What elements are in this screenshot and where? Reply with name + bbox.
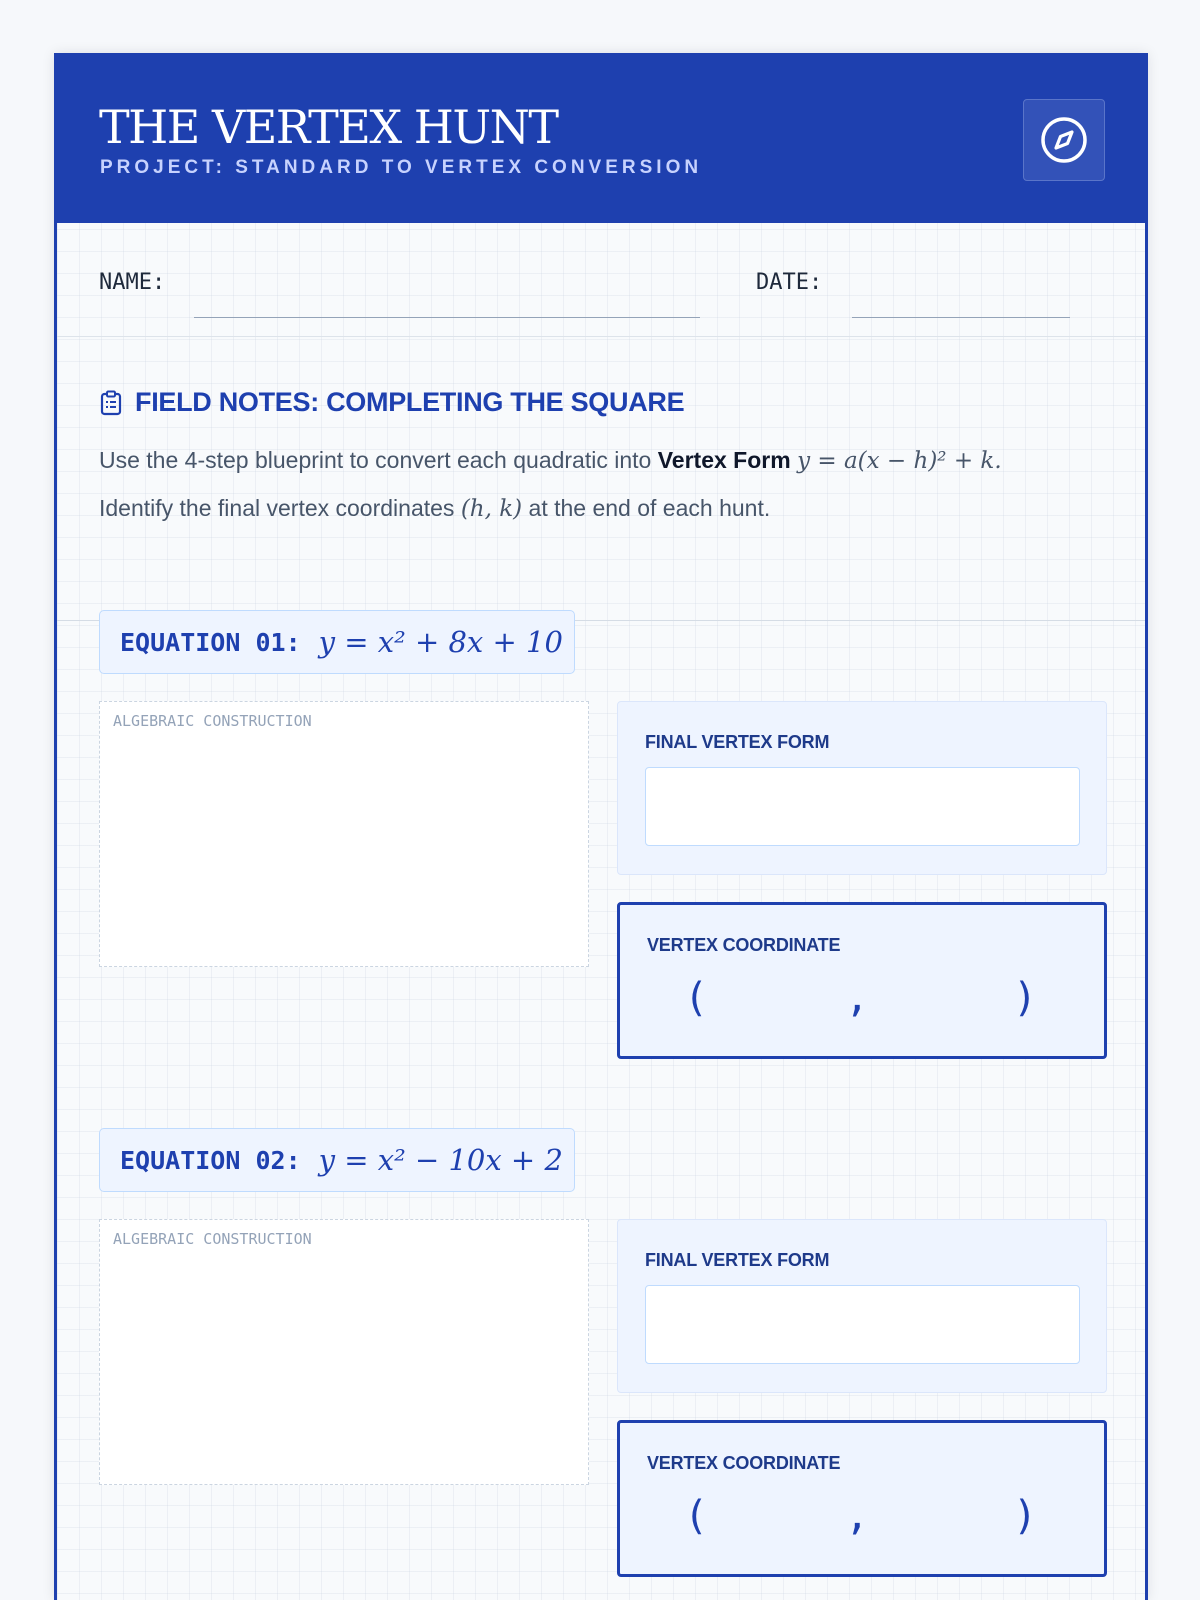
vertex-form-term: Vertex Form	[657, 447, 791, 473]
algebraic-construction-area[interactable]	[99, 1219, 589, 1485]
final-vertex-form-input[interactable]	[645, 1285, 1080, 1364]
date-field[interactable]	[852, 292, 1070, 318]
vertex-coordinate-label: VERTEX COORDINATE	[647, 935, 841, 955]
compass-button[interactable]	[1023, 99, 1105, 181]
open-paren: (	[684, 975, 709, 1021]
equation-formula: y = x² + 8x + 10	[318, 625, 563, 659]
compass-icon	[1039, 115, 1089, 165]
field-notes	[57, 337, 1145, 621]
vertex-coords-formula: (h, k)	[460, 496, 523, 522]
equation-badge	[99, 1128, 575, 1192]
equation-formula: y = x² − 10x + 2	[318, 1143, 563, 1177]
instructions-text: at the end of each hunt.	[522, 495, 771, 521]
vertex-coordinate-label: VERTEX COORDINATE	[647, 1453, 841, 1473]
page-subtitle: PROJECT: STANDARD TO VERTEX CONVERSION	[100, 157, 703, 178]
date-label: DATE:	[756, 270, 823, 295]
algebraic-construction-area[interactable]	[99, 701, 589, 967]
open-paren: (	[684, 1493, 709, 1539]
final-vertex-form-box	[617, 701, 1107, 875]
algebraic-construction-label: ALGEBRAIC CONSTRUCTION	[113, 712, 312, 730]
equation-header	[57, 610, 652, 674]
vertex-form-formula: y = a(x − h)² + k.	[797, 448, 1002, 474]
equation-header	[57, 1128, 652, 1192]
equation-label: EQUATION 01:	[120, 627, 301, 657]
equation-badge	[99, 610, 575, 674]
vertex-coordinate-entry[interactable]	[620, 975, 1104, 1025]
instructions-text: Identify the final vertex coordinates	[99, 495, 461, 521]
clipboard-icon	[99, 390, 123, 416]
vertex-coordinate-box	[617, 1420, 1107, 1577]
vertex-coordinate-entry[interactable]	[620, 1493, 1104, 1543]
name-label: NAME:	[99, 270, 166, 295]
instructions-text: Use the 4-step blueprint to convert each quadratic into	[99, 447, 658, 473]
final-vertex-form-label: FINAL VERTEX FORM	[645, 732, 830, 752]
field-notes-title: FIELD NOTES: COMPLETING THE SQUARE	[135, 387, 685, 417]
close-paren: )	[1013, 1493, 1038, 1539]
final-vertex-form-input[interactable]	[645, 767, 1080, 846]
equation-label: EQUATION 02:	[120, 1145, 301, 1175]
final-vertex-form-box	[617, 1219, 1107, 1393]
vertex-coordinate-box	[617, 902, 1107, 1059]
name-field[interactable]	[194, 292, 700, 318]
algebraic-construction-label: ALGEBRAIC CONSTRUCTION	[113, 1230, 312, 1248]
header	[57, 53, 1145, 223]
final-vertex-form-label: FINAL VERTEX FORM	[645, 1250, 830, 1270]
comma: ,	[845, 975, 870, 1021]
comma: ,	[845, 1493, 870, 1539]
page-title: THE VERTEX HUNT	[99, 100, 558, 154]
student-info	[57, 223, 1145, 337]
field-notes-instructions	[99, 437, 1109, 533]
field-notes-heading	[99, 387, 684, 418]
close-paren: )	[1013, 975, 1038, 1021]
worksheet	[54, 53, 1148, 1600]
